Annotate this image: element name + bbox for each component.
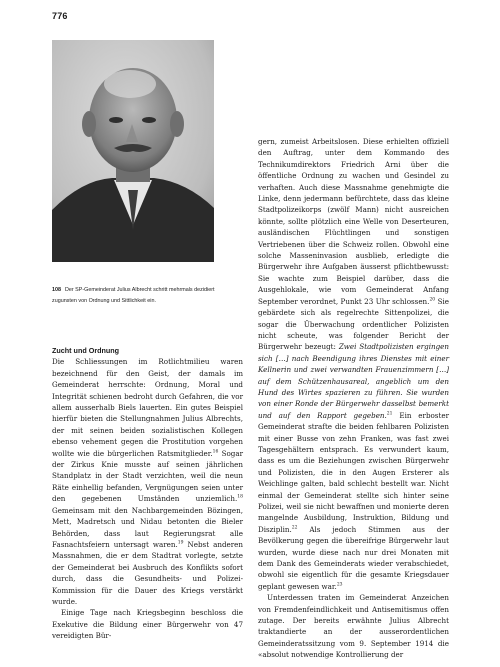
footnote-marker: 16 [212, 449, 219, 455]
section-heading: Zucht und Ordnung [52, 346, 120, 355]
footnote-marker: 19 [177, 540, 184, 546]
block-quote: Zwei Stadtpolizisten ergingen sich […] nach Beendigung ihres Dienstes mit einer Kellnerin und zwei verwandten Frauenzimmern […] auf dem Schützenhausareal, angeblich um den Hund des Wirtes spazieren zu führen. Sie wurden von einer Ronde der Bürgerwehr dasselbst bemerkt und auf den Rapport gegeben. [258, 342, 449, 420]
footnote-marker: 23 [336, 582, 343, 588]
paragraph: Einige Tage nach Kriegsbeginn beschloss die Exekutive die Bildung einer Bürgerwehr von 47 vereidigten Bür- [52, 608, 243, 641]
paragraph: Unterdessen traten im Gemeinderat Anzeichen von Fremdenfeindlichkeit und Antisemitismus offen zutage. Der bereits erwähnte Julius Albrecht traktandierte an der ausserordentlichen Gemeinderatssitzung vom 9. September 1914 die «absolut notwendige Kontrollierung der [258, 593, 449, 660]
figure-caption-text: Der SP-Gemeinderat Julius Albrecht schritt mehrmals dezidiert zugunsten von Ordnung und Sittlichkeit ein. [52, 287, 215, 304]
footnote-marker: 22 [291, 525, 298, 531]
paragraph: Die Schliessungen im Rotlichtmilieu waren bezeichnend für den Geist, der damals im Gemeinderat herrschte: Ordnung, Moral und Integrität schienen bedroht durch Gefahren, die vor allem ausserhalb Biels lauerten. Ein gutes Beispiel hierfür bieten die Stellungnahmen Julius Albrechts, der mit seinen beiden sozialistischen Kollegen ebenso vehement gegen die Prostitution vorgehen wollte wie die bürgerlichen Ratsmitglieder.$^{16}$ Sogar der Zirkus Knie musste auf seinen jährlichen Standplatz in der Stadt verzichten, weil die neun Räte einhellig befanden, Vergnügungen seien unter den gegebenen Umständen unziemlich.$^{18}$ Gemeinsam mit den Nachbargemeinden Bözingen, Mett, Madretsch und Nidau betonten die Bieler Behörden, dass laut Regierungsrat alle Fasnachtsfeiern untersagt waren.$^{19}$ Nebst anderen Massnahmen, die er dem Stadtrat vorlegte, setzte der Gemeinderat bei Ausbruch des Konflikts sofort durch, dass die Gesundheits- und Polizei-Kommission für die Dauer des Kriegs verstärkt wurde. [52, 357, 243, 606]
page-number: 776 [52, 11, 68, 21]
footnote-marker: 21 [386, 411, 393, 417]
figure-number: 108 [52, 287, 61, 293]
portrait-photo [52, 40, 214, 262]
figure-caption [52, 285, 222, 306]
right-text-column [258, 136, 449, 661]
footnote-marker: 20 [429, 297, 436, 303]
footnote-marker: 18 [237, 494, 243, 500]
paragraph: gern, zumeist Arbeitslosen. Diese erhielten offiziell den Auftrag, unter dem Kommando des Technikumdirektors Friedrich Arni über die öffentliche Ordnung zu wachen und Gesindel zu verhaften. Auch diese Massnahme genehmigte die Linke, denn jedermann befürchtete, dass das kleine Stadtpolizeikorps (zwölf Mann) nicht ausreichen könnte, sollte plötzlich eine Welle von Deserteuren, ausländischen Flüchtlingen und sonstigen Vertriebenen über die Schweiz rollen. Obwohl eine solche Masseninvasion ausblieb, erledigte die Bürgerwehr ihre Aufgaben äusserst pflichtbewusst: Sie wachte zum Beispiel darüber, dass die Ausgehlokale, wie vom Gemeinderat Anfang September verordnet, Punkt 23 Uhr schlossen.$^{20}$ Sie gebärdete sich als regelrechte Sittenpolizei, die sogar die Überwachung ordentlicher Polizisten nicht scheute, was folgender Bericht der Bürgerwehr bezeugt: Zwei Stadtpolizisten ergingen sich […] nach Beendigung ihres Dienstes mit einer Kellnerin und zwei verwandten Frauenzimmern […] auf dem Schützenhausareal, angeblich um den Hund des Wirtes spazieren zu führen. Sie wurden von einer Ronde der Bürgerwehr dasselbst bemerkt und auf den Rapport gegeben.$^{21}$ Ein erboster Gemeinderat strafte die beiden fehlbaren Polizisten mit einer Busse von zehn Franken, was fast zwei Tagesgehältern entsprach. Es verwundert kaum, dass es um die Beziehungen zwischen Bürgerwehr und Polizisten, die in den Augen Ersterer als Weichlinge galten, bald schlecht bestellt war. Nicht einmal der Gemeinderat stellte sich hinter seine Polizei, weil sie nicht bewaffnen und monierte deren mangelnde Ausbildung, Instruktion, Bildung und Disziplin.$^{22}$ Als jedoch Stimmen aus der Bevölkerung gegen die übereifrige Bürgerwehr laut wurden, wurde diese nach nur drei Monaten mit dem Dank des Gemeinderats wieder verabschiedet, obwohl sie eigentlich für die gesamte Kriegsdauer geplant gewesen war.$^{23}$ [258, 137, 450, 591]
left-text-column [52, 345, 243, 642]
